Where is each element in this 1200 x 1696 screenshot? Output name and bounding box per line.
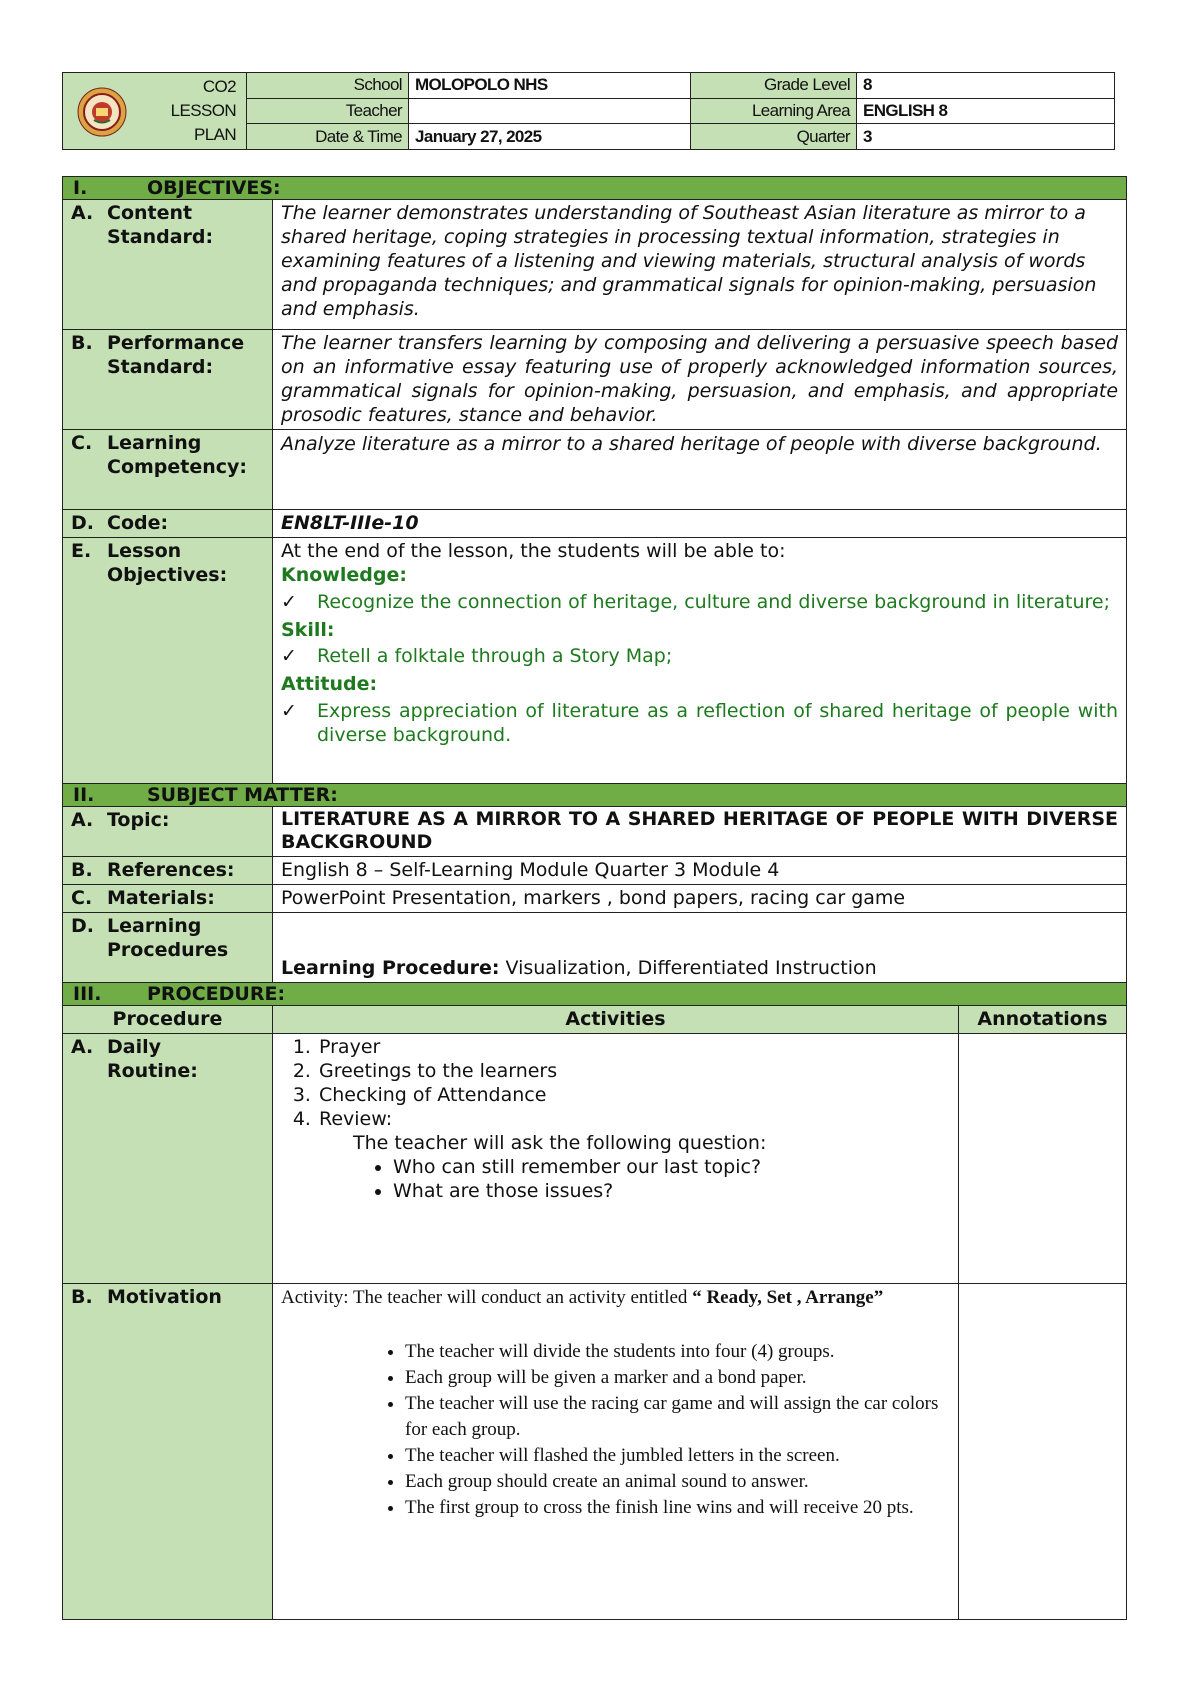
daily-routine-annotations xyxy=(959,1034,1127,1284)
list-item: • Each group will be given a marker and a bond paper. xyxy=(405,1365,950,1391)
section-number: II. xyxy=(73,784,95,806)
objective-text: Recognize the connection of heritage, culture and diverse background in literature; xyxy=(317,591,1111,613)
activity-intro-text: Activity: The teacher will conduct an activity entitled xyxy=(281,1287,693,1308)
school-seal-icon xyxy=(77,87,127,137)
item-letter: C. xyxy=(71,887,93,909)
item-letter: A. xyxy=(71,809,94,831)
materials-value: PowerPoint Presentation, markers , bond papers, racing car game xyxy=(273,885,1127,913)
checkmark-icon: ✓ xyxy=(281,645,297,667)
lesson-plan-table xyxy=(62,176,1127,1620)
topic-label xyxy=(63,807,273,857)
list-item: • The teacher will divide the students into four (4) groups. xyxy=(405,1339,950,1365)
section-number: I. xyxy=(73,177,88,199)
label-line: Competency: xyxy=(107,456,248,478)
daily-routine-label xyxy=(63,1034,273,1284)
routine-list xyxy=(281,1035,950,1131)
column-header-annotations: Annotations xyxy=(959,1006,1127,1034)
review-questions xyxy=(281,1155,950,1203)
objective-text: Express appreciation of literature as a reflection of shared heritage of people with diverse background. xyxy=(317,700,1119,746)
label-line: Daily xyxy=(107,1036,162,1058)
label-line: Learning xyxy=(107,915,202,937)
item-letter: A. xyxy=(71,202,94,224)
lesson-plan-title xyxy=(63,73,247,150)
materials-label xyxy=(63,885,273,913)
code-value: EN8LT-IIIe-10 xyxy=(273,510,1127,538)
teacher-value xyxy=(409,98,691,124)
skill-heading: Skill: xyxy=(281,619,335,641)
quarter-value: 3 xyxy=(857,124,1115,150)
column-header-procedure: Procedure xyxy=(63,1006,273,1034)
daily-routine-activities xyxy=(273,1034,959,1284)
attitude-item xyxy=(281,699,1118,747)
label-line: Standard: xyxy=(107,226,214,248)
list-item: 3. Checking of Attendance xyxy=(317,1083,950,1107)
content-standard-text: The learner demonstrates understanding of Southeast Asian literature as mirror to a shared heritage, coping strategies in processing textual information, strategies in examining features of a listening and viewing materials, structural analysis of words and propaganda techniques; and grammatical signals for opinion-making, persuasion and emphasis. xyxy=(273,200,1127,330)
label-line: References: xyxy=(107,859,235,881)
label-line: Code: xyxy=(107,512,169,534)
label-line: Content xyxy=(107,202,193,224)
activity-title: “ Ready, Set , Arrange” xyxy=(692,1287,884,1308)
item-letter: B. xyxy=(71,859,93,881)
section-heading: OBJECTIVES: xyxy=(147,177,281,199)
label-line: Learning xyxy=(107,432,202,454)
item-letter: C. xyxy=(71,432,93,454)
section-objectives xyxy=(63,177,1127,200)
title-line-lesson: LESSON xyxy=(170,101,236,120)
item-letter: E. xyxy=(71,540,92,562)
title-line-co2: CO2 xyxy=(202,77,236,96)
references-value: English 8 – Self-Learning Module Quarter 3 Module 4 xyxy=(273,857,1127,885)
school-label: School xyxy=(247,73,409,99)
label-line: Topic: xyxy=(107,809,170,831)
learning-competency-label xyxy=(63,430,273,510)
label-line: Objectives: xyxy=(107,564,228,586)
section-heading: SUBJECT MATTER: xyxy=(147,784,338,806)
content-standard-label xyxy=(63,200,273,330)
review-intro: The teacher will ask the following question: xyxy=(353,1132,767,1154)
objectives-intro: At the end of the lesson, the students will be able to: xyxy=(281,540,786,562)
list-item: 4. Review: xyxy=(317,1107,950,1131)
item-letter: D. xyxy=(71,512,94,534)
learning-area-value: ENGLISH 8 xyxy=(857,98,1115,124)
learning-procedures-value xyxy=(273,913,1127,983)
label-line: Motivation xyxy=(107,1286,222,1308)
item-letter: D. xyxy=(71,915,94,937)
item-letter: B. xyxy=(71,1286,93,1308)
title-line-plan: PLAN xyxy=(193,125,236,144)
label-line: Materials: xyxy=(107,887,215,909)
section-procedure xyxy=(63,983,1127,1006)
references-label xyxy=(63,857,273,885)
learning-area-label: Learning Area xyxy=(691,98,857,124)
code-label xyxy=(63,510,273,538)
checkmark-icon: ✓ xyxy=(281,700,297,722)
date-time-label: Date & Time xyxy=(247,124,409,150)
motivation-activities xyxy=(273,1284,959,1620)
performance-standard-text: The learner transfers learning by composing and delivering a persuasive speech based on an informative essay featuring use of properly acknowledged information sources, grammatical signals for opinion-making, persuasion, and emphasis, and appropriate prosodic features, stance and behavior. xyxy=(273,330,1127,430)
section-number: III. xyxy=(73,983,102,1005)
list-item: • Each group should create an animal sound to answer. xyxy=(405,1469,950,1495)
label-line: Routine: xyxy=(107,1060,198,1082)
header-table xyxy=(62,72,1115,150)
motivation-annotations xyxy=(959,1284,1127,1620)
lesson-objectives-content xyxy=(273,538,1127,784)
label-line: Standard: xyxy=(107,356,214,378)
list-item: • The first group to cross the finish line wins and will receive 20 pts. xyxy=(405,1495,950,1521)
column-header-activities: Activities xyxy=(273,1006,959,1034)
section-heading: PROCEDURE: xyxy=(147,983,286,1005)
quarter-label: Quarter xyxy=(691,124,857,150)
list-item: • Who can still remember our last topic? xyxy=(393,1155,950,1179)
list-item: 1. Prayer xyxy=(317,1035,950,1059)
grade-level-label: Grade Level xyxy=(691,73,857,99)
list-item: • The teacher will use the racing car game and will assign the car colors for each group. xyxy=(405,1391,950,1443)
activity-intro xyxy=(281,1285,950,1311)
label-line: Lesson xyxy=(107,540,182,562)
knowledge-item xyxy=(281,590,1118,614)
skill-item xyxy=(281,644,1118,668)
label-line: Procedures xyxy=(107,939,229,961)
section-subject-matter xyxy=(63,784,1127,807)
attitude-heading: Attitude: xyxy=(281,673,378,695)
date-time-value: January 27, 2025 xyxy=(409,124,691,150)
knowledge-heading: Knowledge: xyxy=(281,564,407,586)
performance-standard-label xyxy=(63,330,273,430)
list-item: • What are those issues? xyxy=(393,1179,950,1203)
procedure-text: Visualization, Differentiated Instruction xyxy=(499,957,877,979)
procedure-label: Learning Procedure: xyxy=(281,957,500,979)
item-letter: B. xyxy=(71,332,93,354)
checkmark-icon: ✓ xyxy=(281,591,297,613)
motivation-label xyxy=(63,1284,273,1620)
teacher-label: Teacher xyxy=(247,98,409,124)
list-item: 2. Greetings to the learners xyxy=(317,1059,950,1083)
item-letter: A. xyxy=(71,1036,94,1058)
objective-text: Retell a folktale through a Story Map; xyxy=(317,645,673,667)
learning-competency-text: Analyze literature as a mirror to a shared heritage of people with diverse background. xyxy=(273,430,1127,510)
list-item: • The teacher will flashed the jumbled letters in the screen. xyxy=(405,1443,950,1469)
motivation-list xyxy=(281,1339,950,1521)
topic-value: LITERATURE AS A MIRROR TO A SHARED HERITAGE OF PEOPLE WITH DIVERSE BACKGROUND xyxy=(273,807,1127,857)
label-line: Performance xyxy=(107,332,245,354)
lesson-objectives-label xyxy=(63,538,273,784)
grade-level-value: 8 xyxy=(857,73,1115,99)
school-value: MOLOPOLO NHS xyxy=(409,73,691,99)
learning-procedures-label xyxy=(63,913,273,983)
